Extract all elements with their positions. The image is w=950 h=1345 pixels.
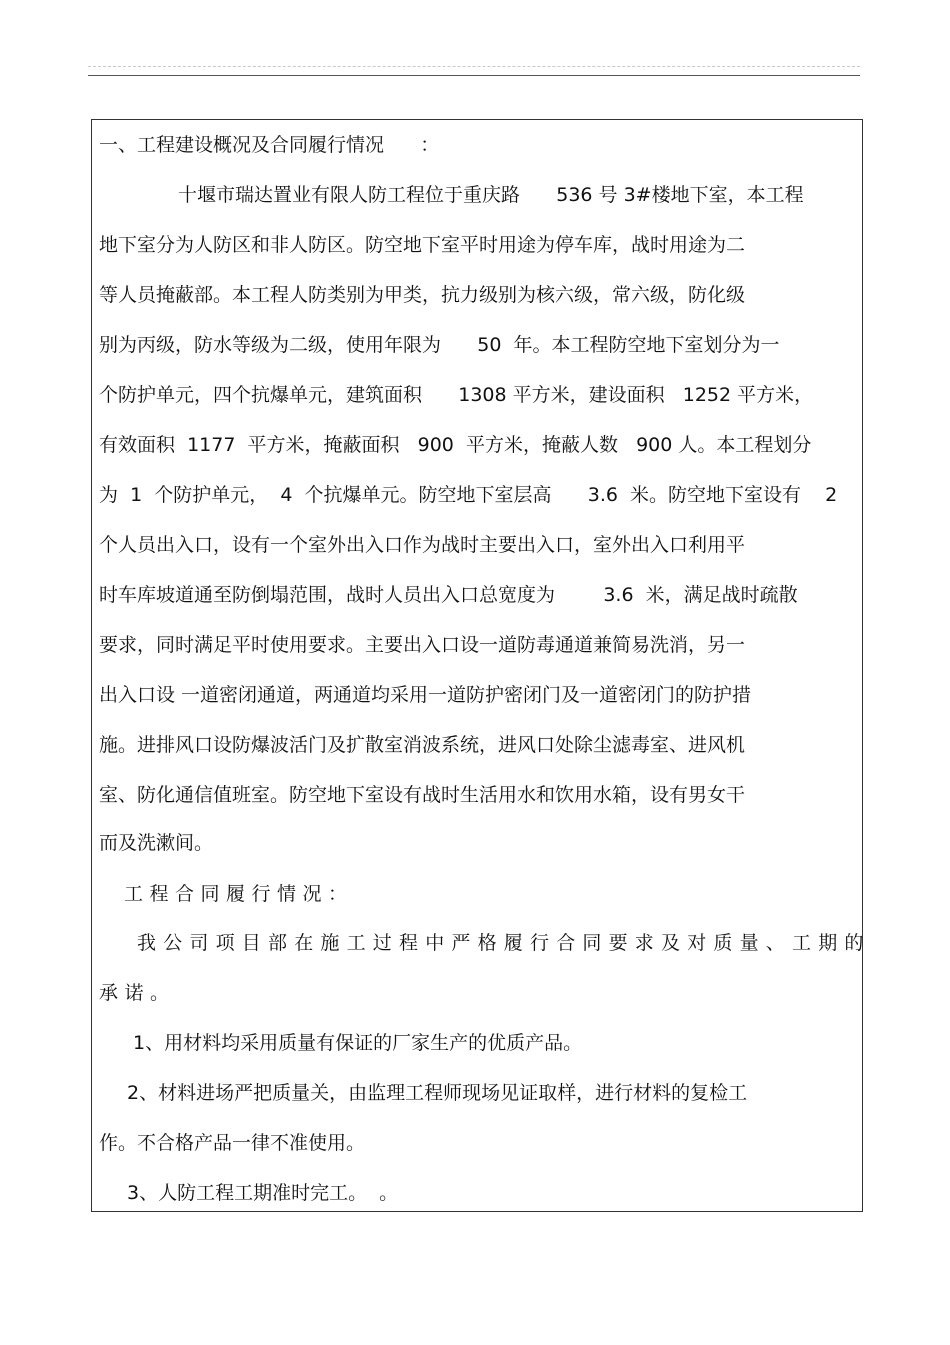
header-rule	[88, 75, 860, 76]
item-line: 3、人防工程工期准时完工。 。	[127, 1182, 399, 1204]
overview-line: 室、防化通信值班室。防空地下室设有战时生活用水和饮用水箱，设有男女干	[99, 784, 746, 806]
item-line: 作。不合格产品一律不准使用。	[99, 1132, 366, 1154]
overview-line: 为 1 个防护单元， 4 个抗爆单元。防空地下室层高 3.6 米。防空地下室设有 2	[99, 484, 838, 506]
overview-line: 个人员出入口，设有一个室外出入口作为战时主要出入口，室外出入口利用平	[99, 534, 746, 556]
overview-line: 十堰市瑞达置业有限人防工程位于重庆路 536 号 3#楼地下室，本工程	[178, 184, 804, 206]
overview-line: 别为丙级，防水等级为二级，使用年限为 50 年。本工程防空地下室划分为一	[99, 334, 780, 356]
overview-line: 施。进排风口设防爆波活门及扩散室消波系统，进风口处除尘滤毒室、进风机	[99, 734, 746, 756]
header-dashed-rule	[88, 66, 860, 67]
section-heading: 一、工程建设概况及合同履行情况 ：	[99, 134, 440, 156]
contract-heading: 工程合同履行情况：	[124, 883, 354, 905]
overview-line: 等人员掩蔽部。本工程人防类别为甲类，抗力级别为核六级，常六级，防化级	[99, 284, 746, 306]
contract-line: 我公司项目部在施工过程中严格履行合同要求及对质量、工期的	[137, 932, 871, 954]
item-line: 1、用材料均采用质量有保证的厂家生产的优质产品。	[133, 1032, 583, 1054]
overview-line: 时车库坡道通至防倒塌范围，战时人员出入口总宽度为 3.6 米，满足战时疏散	[99, 584, 798, 606]
overview-line: 个防护单元，四个抗爆单元，建筑面积 1308 平方米，建设面积 1252 平方米，	[99, 384, 814, 406]
overview-line: 而及洗漱间。	[99, 832, 214, 854]
overview-line: 要求，同时满足平时使用要求。主要出入口设一道防毒通道兼简易洗消，另一	[99, 634, 746, 656]
contract-line: 承诺。	[99, 982, 176, 1004]
item-line: 2、材料进场严把质量关，由监理工程师现场见证取样，进行材料的复检工	[127, 1082, 748, 1104]
overview-line: 出入口设 一道密闭通道，两通道均采用一道防护密闭门及一道密闭门的防护措	[99, 684, 752, 706]
overview-line: 有效面积 1177 平方米，掩蔽面积 900 平方米，掩蔽人数 900 人。本工程划分	[99, 434, 812, 456]
overview-line: 地下室分为人防区和非人防区。防空地下室平时用途为停车库，战时用途为二	[99, 234, 746, 256]
